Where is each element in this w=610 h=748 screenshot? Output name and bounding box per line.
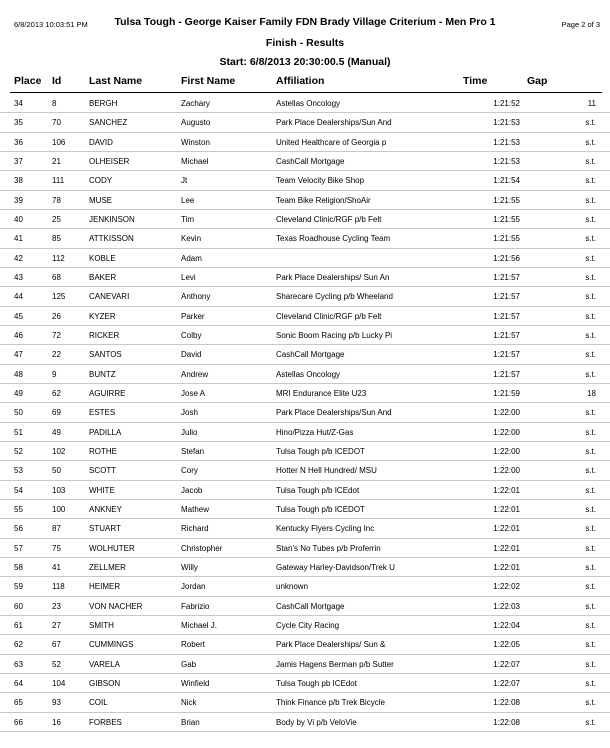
cell-gap: s.t. [585, 582, 596, 592]
cell-place: 62 [14, 640, 23, 650]
cell-time: 1:21:57 [493, 330, 520, 340]
table-row [0, 384, 610, 403]
cell-gap: s.t. [585, 562, 596, 572]
table-row [0, 287, 610, 306]
cell-first-name: Willy [181, 562, 198, 572]
cell-affiliation: United Healthcare of Georgia p [276, 137, 387, 147]
cell-affiliation: Cycle City Racing [276, 620, 340, 630]
cell-id: 102 [52, 446, 66, 456]
cell-last-name: BAKER [89, 272, 117, 282]
cell-affiliation: Sharecare Cycling p/b Wheeland [276, 292, 393, 302]
cell-last-name: KYZER [89, 311, 116, 321]
cell-time: 1:21:57 [493, 292, 520, 302]
cell-id: 23 [52, 601, 61, 611]
cell-gap: s.t. [585, 176, 596, 186]
cell-time: 1:22:03 [493, 601, 520, 611]
cell-place: 49 [14, 388, 23, 398]
cell-place: 38 [14, 176, 23, 186]
cell-gap: s.t. [585, 234, 596, 244]
cell-id: 103 [52, 485, 66, 495]
cell-affiliation: Astellas Oncology [276, 99, 341, 108]
header-first-name: First Name [181, 75, 236, 87]
cell-time: 1:22:05 [493, 640, 520, 650]
cell-first-name: Tim [181, 214, 195, 224]
cell-first-name: Parker [181, 311, 205, 321]
cell-time: 1:22:08 [493, 717, 520, 727]
cell-last-name: DAVID [89, 137, 113, 147]
cell-time: 1:22:01 [493, 524, 520, 534]
start-info: Start: 6/8/2013 20:30:00.5 (Manual) [219, 56, 391, 68]
table-row [0, 539, 610, 558]
cell-affiliation: Park Place Dealerships/ Sun An [276, 272, 390, 282]
cell-place: 39 [14, 195, 23, 205]
cell-affiliation: CashCall Mortgage [276, 156, 345, 166]
cell-gap: s.t. [585, 330, 596, 340]
cell-last-name: STUART [89, 524, 121, 534]
cell-place: 37 [14, 156, 23, 166]
cell-gap: s.t. [585, 446, 596, 456]
cell-gap: 18 [587, 388, 596, 398]
cell-last-name: ZELLMER [89, 562, 126, 572]
cell-gap: s.t. [585, 659, 596, 669]
cell-id: 111 [52, 176, 65, 186]
cell-gap: s.t. [585, 195, 596, 205]
header-affiliation: Affiliation [276, 75, 325, 87]
cell-first-name: Lee [181, 195, 195, 205]
cell-place: 45 [14, 311, 23, 321]
cell-last-name: HEIMER [89, 582, 121, 592]
cell-gap: s.t. [585, 698, 596, 708]
cell-time: 1:21:53 [493, 156, 520, 166]
cell-id: 118 [52, 582, 65, 592]
cell-affiliation: MRI Endurance Elite U23 [276, 388, 367, 398]
cell-place: 40 [14, 214, 23, 224]
cell-last-name: FORBES [89, 717, 122, 727]
cell-gap: s.t. [585, 214, 596, 224]
cell-first-name: Winfield [181, 678, 210, 688]
cell-place: 42 [14, 253, 23, 263]
cell-place: 48 [14, 369, 23, 379]
cell-last-name: VARELA [89, 659, 120, 669]
cell-id: 52 [52, 659, 61, 669]
cell-place: 36 [14, 137, 23, 147]
header-divider [10, 92, 602, 93]
cell-place: 66 [14, 717, 23, 727]
table-row [0, 597, 610, 616]
cell-id: 21 [52, 156, 61, 166]
cell-gap: s.t. [585, 369, 596, 379]
cell-first-name: Adam [181, 253, 202, 263]
cell-first-name: Julio [181, 427, 198, 437]
cell-first-name: Christopher [181, 543, 223, 553]
cell-first-name: Colby [181, 330, 202, 340]
cell-place: 54 [14, 485, 23, 495]
table-row [0, 345, 610, 364]
cell-id: 67 [52, 640, 61, 650]
cell-last-name: VON NACHER [89, 601, 143, 611]
cell-gap: s.t. [585, 640, 596, 650]
page-number: Page 2 of 3 [561, 20, 600, 29]
cell-affiliation: Think Finance p/b Trek Bicycle [276, 698, 385, 708]
cell-time: 1:21:53 [493, 118, 520, 128]
cell-place: 55 [14, 504, 23, 514]
cell-affiliation: Cleveland Clinic/RGF p/b Felt [276, 214, 382, 224]
table-row [0, 307, 610, 326]
cell-affiliation: Texas Roadhouse Cycling Team [276, 234, 391, 244]
cell-time: 1:21:55 [493, 234, 520, 244]
cell-id: 25 [52, 214, 61, 224]
cell-time: 1:22:01 [493, 485, 520, 495]
cell-affiliation: Body by Vi p/b VeloVie [276, 717, 357, 727]
cell-last-name: MUSE [89, 195, 113, 205]
cell-first-name: Richard [181, 524, 209, 534]
header-place: Place [14, 75, 42, 87]
cell-id: 27 [52, 620, 61, 630]
cell-id: 104 [52, 678, 66, 688]
cell-id: 8 [52, 99, 57, 108]
table-row [0, 519, 610, 538]
cell-id: 125 [52, 292, 66, 302]
cell-first-name: Zachary [181, 99, 210, 108]
cell-time: 1:22:01 [493, 562, 520, 572]
table-row [0, 655, 610, 674]
cell-place: 44 [14, 292, 23, 302]
table-row [0, 113, 610, 132]
cell-id: 16 [52, 717, 61, 727]
cell-affiliation: CashCall Mortgage [276, 350, 345, 360]
cell-last-name: CUMMINGS [89, 640, 134, 650]
cell-affiliation: unknown [276, 582, 309, 592]
cell-place: 46 [14, 330, 23, 340]
cell-first-name: Jose A [181, 388, 206, 398]
cell-last-name: OLHEISER [89, 156, 130, 166]
cell-place: 58 [14, 562, 23, 572]
cell-id: 72 [52, 330, 61, 340]
cell-last-name: COIL [89, 698, 108, 708]
cell-place: 64 [14, 678, 23, 688]
cell-id: 100 [52, 504, 66, 514]
cell-place: 57 [14, 543, 23, 553]
cell-time: 1:22:00 [493, 408, 520, 418]
results-subtitle: Finish - Results [265, 37, 345, 49]
table-row [0, 558, 610, 577]
cell-gap: s.t. [585, 272, 596, 282]
cell-id: 70 [52, 118, 61, 128]
cell-first-name: Augusto [181, 118, 211, 128]
cell-last-name: GIBSON [89, 678, 121, 688]
cell-affiliation: Astellas Oncology [276, 369, 341, 379]
cell-first-name: David [181, 350, 202, 360]
cell-time: 1:21:55 [493, 214, 520, 224]
cell-place: 61 [14, 620, 23, 630]
cell-last-name: ROTHE [89, 446, 117, 456]
cell-first-name: Stefan [181, 446, 205, 456]
cell-id: 93 [52, 698, 61, 708]
cell-time: 1:22:04 [493, 620, 520, 630]
cell-id: 106 [52, 137, 66, 147]
cell-gap: s.t. [585, 156, 596, 166]
table-row [0, 171, 610, 190]
cell-first-name: Michael J. [181, 620, 218, 630]
cell-last-name: RICKER [89, 330, 120, 340]
header-time: Time [463, 75, 488, 87]
table-row [0, 674, 610, 693]
cell-place: 43 [14, 272, 23, 282]
cell-gap: s.t. [585, 253, 596, 263]
cell-affiliation: Hino/Pizza Hut/Z-Gas [276, 427, 354, 437]
cell-id: 69 [52, 408, 61, 418]
cell-first-name: Andrew [181, 369, 209, 379]
header-id: Id [52, 75, 62, 87]
cell-place: 51 [14, 427, 23, 437]
cell-place: 53 [14, 466, 23, 476]
cell-first-name: Jacob [181, 485, 203, 495]
cell-place: 41 [14, 234, 23, 244]
cell-gap: s.t. [585, 717, 596, 727]
cell-affiliation: Cleveland Clinic/RGF p/b Felt [276, 311, 382, 321]
cell-last-name: CANEVARI [89, 292, 130, 302]
table-row [0, 152, 610, 171]
cell-last-name: AGUIRRE [89, 388, 126, 398]
cell-first-name: Jt [181, 176, 188, 186]
cell-time: 1:21:57 [493, 311, 520, 321]
cell-first-name: Winston [181, 137, 210, 147]
table-row [0, 442, 610, 461]
cell-gap: s.t. [585, 524, 596, 534]
cell-first-name: Levi [181, 272, 196, 282]
cell-affiliation: Team Velocity Bike Shop [276, 176, 365, 186]
cell-time: 1:22:02 [493, 582, 520, 592]
cell-first-name: Anthony [181, 292, 211, 302]
cell-gap: s.t. [585, 292, 596, 302]
cell-id: 78 [52, 195, 61, 205]
cell-id: 87 [52, 524, 61, 534]
cell-first-name: Michael [181, 156, 209, 166]
cell-time: 1:22:00 [493, 466, 520, 476]
cell-time: 1:22:00 [493, 446, 520, 456]
cell-time: 1:21:53 [493, 137, 520, 147]
cell-time: 1:22:01 [493, 543, 520, 553]
cell-affiliation: Park Place Dealerships/Sun And [276, 118, 392, 128]
cell-affiliation: Tulsa Tough p/b ICEdot [276, 485, 360, 495]
header-last-name: Last Name [89, 75, 143, 87]
cell-first-name: Nick [181, 698, 197, 708]
cell-last-name: BERGH [89, 99, 118, 108]
cell-last-name: WHITE [89, 485, 115, 495]
cell-id: 50 [52, 466, 61, 476]
table-row [0, 461, 610, 480]
cell-affiliation: Hotter N Hell Hundred/ MSU [276, 466, 377, 476]
cell-first-name: Brian [181, 717, 200, 727]
cell-affiliation: Park Place Dealerships/ Sun & [276, 640, 386, 650]
cell-id: 85 [52, 234, 61, 244]
cell-last-name: ESTES [89, 408, 116, 418]
cell-time: 1:21:57 [493, 272, 520, 282]
cell-id: 112 [52, 253, 65, 263]
table-row [0, 577, 610, 596]
cell-gap: s.t. [585, 311, 596, 321]
cell-id: 62 [52, 388, 61, 398]
cell-time: 1:21:57 [493, 350, 520, 360]
cell-affiliation: Sonic Boom Racing p/b Lucky Pi [276, 330, 393, 340]
cell-affiliation: CashCall Mortgage [276, 601, 345, 611]
cell-gap: s.t. [585, 466, 596, 476]
table-row [0, 635, 610, 654]
table-row [0, 191, 610, 210]
table-row [0, 500, 610, 519]
cell-last-name: SCOTT [89, 466, 117, 476]
race-title: Tulsa Tough - George Kaiser Family FDN Brady Village Criterium - Men Pro 1 [114, 16, 496, 28]
table-row [0, 365, 610, 384]
cell-time: 1:21:57 [493, 369, 520, 379]
cell-affiliation: Jamis Hagens Berman p/b Sutter [276, 659, 394, 669]
cell-gap: 11 [587, 99, 596, 108]
cell-time: 1:21:56 [493, 253, 520, 263]
cell-affiliation: Park Place Dealerships/Sun And [276, 408, 392, 418]
cell-affiliation: Tulsa Tough pb ICEdot [276, 678, 357, 688]
cell-gap: s.t. [585, 504, 596, 514]
table-row [0, 94, 610, 113]
cell-time: 1:21:52 [493, 99, 520, 108]
cell-first-name: Gab [181, 659, 197, 669]
table-row [0, 229, 610, 248]
cell-first-name: Josh [181, 408, 198, 418]
cell-first-name: Fabrizio [181, 601, 210, 611]
cell-gap: s.t. [585, 601, 596, 611]
cell-time: 1:22:00 [493, 427, 520, 437]
table-row [0, 481, 610, 500]
cell-id: 9 [52, 369, 57, 379]
cell-time: 1:21:59 [493, 388, 520, 398]
cell-place: 56 [14, 524, 23, 534]
cell-place: 50 [14, 408, 23, 418]
cell-gap: s.t. [585, 620, 596, 630]
cell-place: 60 [14, 601, 23, 611]
cell-affiliation: Stan's No Tubes p/b Proferrin [276, 543, 381, 553]
cell-place: 52 [14, 446, 23, 456]
cell-last-name: KOBLE [89, 253, 116, 263]
cell-id: 41 [52, 562, 61, 572]
cell-gap: s.t. [585, 427, 596, 437]
cell-time: 1:21:55 [493, 195, 520, 205]
cell-first-name: Robert [181, 640, 206, 650]
table-header [0, 75, 610, 89]
table-row [0, 210, 610, 229]
results-table [0, 94, 610, 732]
cell-time: 1:22:07 [493, 678, 520, 688]
table-row [0, 713, 610, 732]
cell-id: 68 [52, 272, 61, 282]
cell-gap: s.t. [585, 543, 596, 553]
header-gap: Gap [527, 75, 548, 87]
cell-gap: s.t. [585, 350, 596, 360]
cell-id: 22 [52, 350, 61, 360]
print-timestamp: 6/8/2013 10:03:51 PM [14, 20, 88, 29]
cell-id: 49 [52, 427, 61, 437]
cell-affiliation: Tulsa Tough p/b ICEDOT [276, 446, 365, 456]
cell-last-name: ANKNEY [89, 504, 122, 514]
cell-gap: s.t. [585, 485, 596, 495]
cell-gap: s.t. [585, 408, 596, 418]
table-row [0, 423, 610, 442]
table-row [0, 268, 610, 287]
cell-time: 1:22:07 [493, 659, 520, 669]
cell-place: 59 [14, 582, 23, 592]
cell-place: 34 [14, 99, 23, 108]
cell-first-name: Kevin [181, 234, 202, 244]
table-row [0, 616, 610, 635]
cell-gap: s.t. [585, 137, 596, 147]
cell-place: 35 [14, 118, 23, 128]
cell-last-name: CODY [89, 176, 113, 186]
cell-affiliation: Tulsa Tough p/b ICEDOT [276, 504, 365, 514]
table-row [0, 403, 610, 422]
cell-last-name: ATTKISSON [89, 234, 134, 244]
table-row [0, 249, 610, 268]
cell-affiliation: Team Bike Religion/ShoAir [276, 195, 371, 205]
cell-id: 26 [52, 311, 61, 321]
cell-time: 1:22:08 [493, 698, 520, 708]
cell-time: 1:22:01 [493, 504, 520, 514]
cell-last-name: JENKINSON [89, 214, 135, 224]
table-row [0, 326, 610, 345]
cell-last-name: PADILLA [89, 427, 122, 437]
cell-gap: s.t. [585, 118, 596, 128]
table-row [0, 133, 610, 152]
cell-affiliation: Kentucky Flyers Cycling Inc [276, 524, 375, 534]
cell-first-name: Jordan [181, 582, 206, 592]
cell-time: 1:21:54 [493, 176, 520, 186]
cell-last-name: WOLHUTER [89, 543, 135, 553]
cell-last-name: BUNTZ [89, 369, 116, 379]
cell-first-name: Mathew [181, 504, 210, 514]
cell-place: 63 [14, 659, 23, 669]
cell-affiliation: Gateway Harley-Davidson/Trek U [276, 562, 395, 572]
cell-place: 47 [14, 350, 23, 360]
cell-id: 75 [52, 543, 61, 553]
cell-last-name: SANCHEZ [89, 118, 128, 128]
cell-place: 65 [14, 698, 23, 708]
cell-last-name: SANTOS [89, 350, 122, 360]
cell-gap: s.t. [585, 678, 596, 688]
cell-last-name: SMITH [89, 620, 114, 630]
table-row [0, 693, 610, 712]
cell-first-name: Cory [181, 466, 198, 476]
